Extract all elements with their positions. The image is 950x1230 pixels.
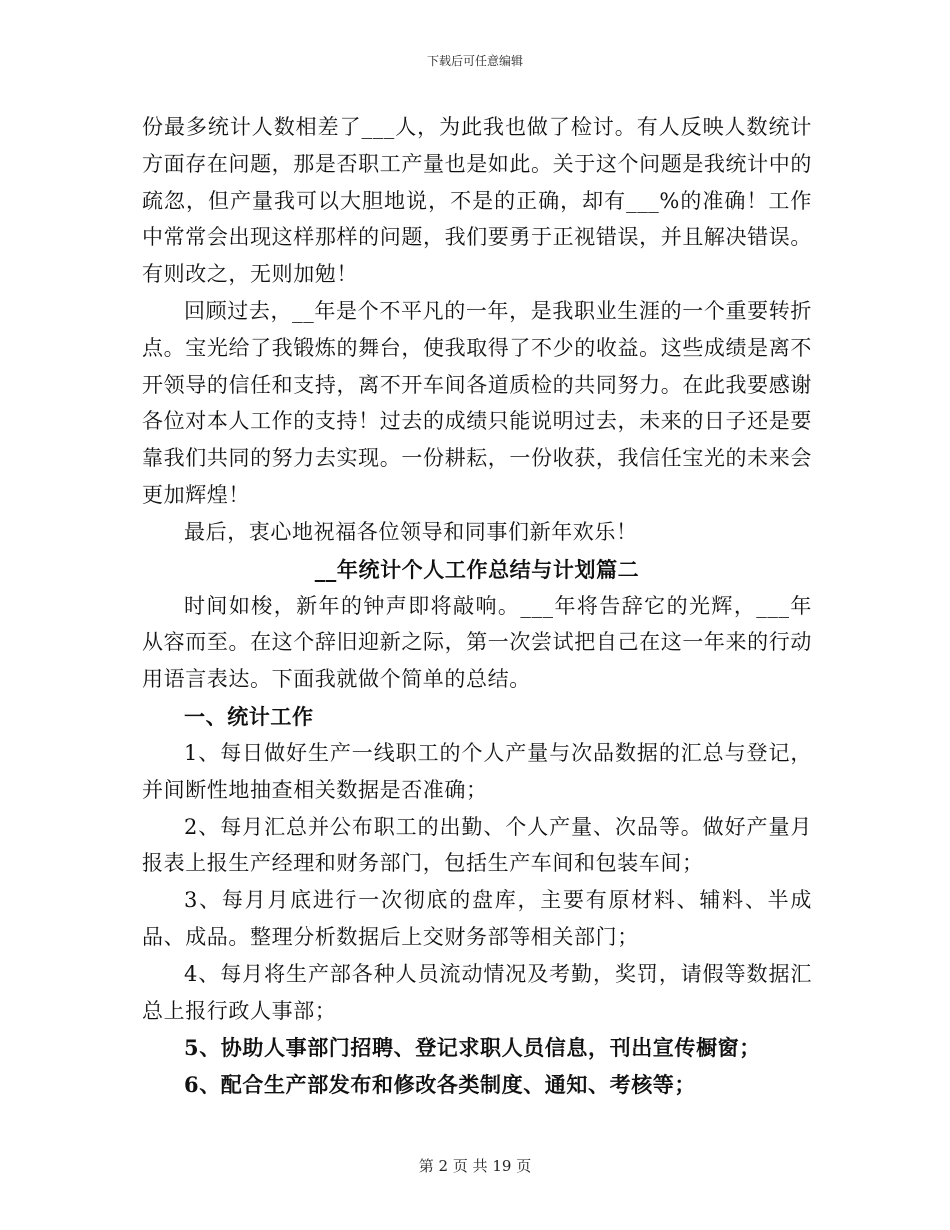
page-number-footer: 第 2 页 共 19 页 <box>418 1157 532 1175</box>
section-heading-statistics-work: 一、统计工作 <box>184 703 314 729</box>
paragraph-statistics-error: 份最多统计人数相差了___人，为此我也做了检讨。有人反映人数统计方面存在问题，那是否职工产量也是如此。关于这个问题是我统计中的疏忽，但产量我可以大胆地说，不是的正确，却有___%的准确！工作中常常会出现这样那样的问题，我们要勇于正视错误，并且解决错误。有则改之，无则加勉！ <box>142 115 812 287</box>
page-header-note: 下载后可任意编辑 <box>426 54 523 68</box>
article-heading: __年统计个人工作总结与计划篇二 <box>314 556 640 582</box>
list-item-3: 3、每月月底进行一次彻底的盘库，主要有原材料、辅料、半成品、成品。整理分析数据后上交财务部等相关部门； <box>142 888 812 949</box>
list-item-5: 5、协助人事部门招聘、登记求职人员信息，刊出宣传橱窗； <box>184 1035 761 1061</box>
paragraph-review-past: 回顾过去，__年是个不平凡的一年，是我职业生涯的一个重要转折点。宝光给了我锻炼的舞台，使我取得了不少的收益。这些成绩是离不开领导的信任和支持，离不开车间各道质检的共同努力。在此我要感谢各位对本人工作的支持！过去的成绩只能说明过去，未来的日子还是要靠我们共同的努力去实现。一份耕耘，一份收获，我信任宝光的未来会更加辉煌！ <box>142 298 812 507</box>
list-item-4: 4、每月将生产部各种人员流动情况及考勤，奖罚，请假等数据汇总上报行政人事部； <box>142 961 812 1023</box>
list-item-6: 6、配合生产部发布和修改各类制度、通知、考核等； <box>184 1072 697 1098</box>
paragraph-new-year-wishes: 最后，衷心地祝福各位领导和同事们新年欢乐！ <box>184 519 638 544</box>
document-body <box>142 109 812 1103</box>
list-item-2: 2、每月汇总并公布职工的出勤、个人产量、次品等。做好产量月报表上报生产经理和财务部门，包括生产车间和包装车间； <box>142 814 812 876</box>
paragraph-intro: 时间如梭，新年的钟声即将敲响。___年将告辞它的光辉，___年从容而至。在这个辞旧迎新之际，第一次尝试把自己在这一年来的行动用语言表达。下面我就做个简单的总结。 <box>142 593 812 692</box>
list-item-1: 1、每日做好生产一线职工的个人产量与次品数据的汇总与登记，并间断性地抽查相关数据是否准确； <box>142 740 812 802</box>
